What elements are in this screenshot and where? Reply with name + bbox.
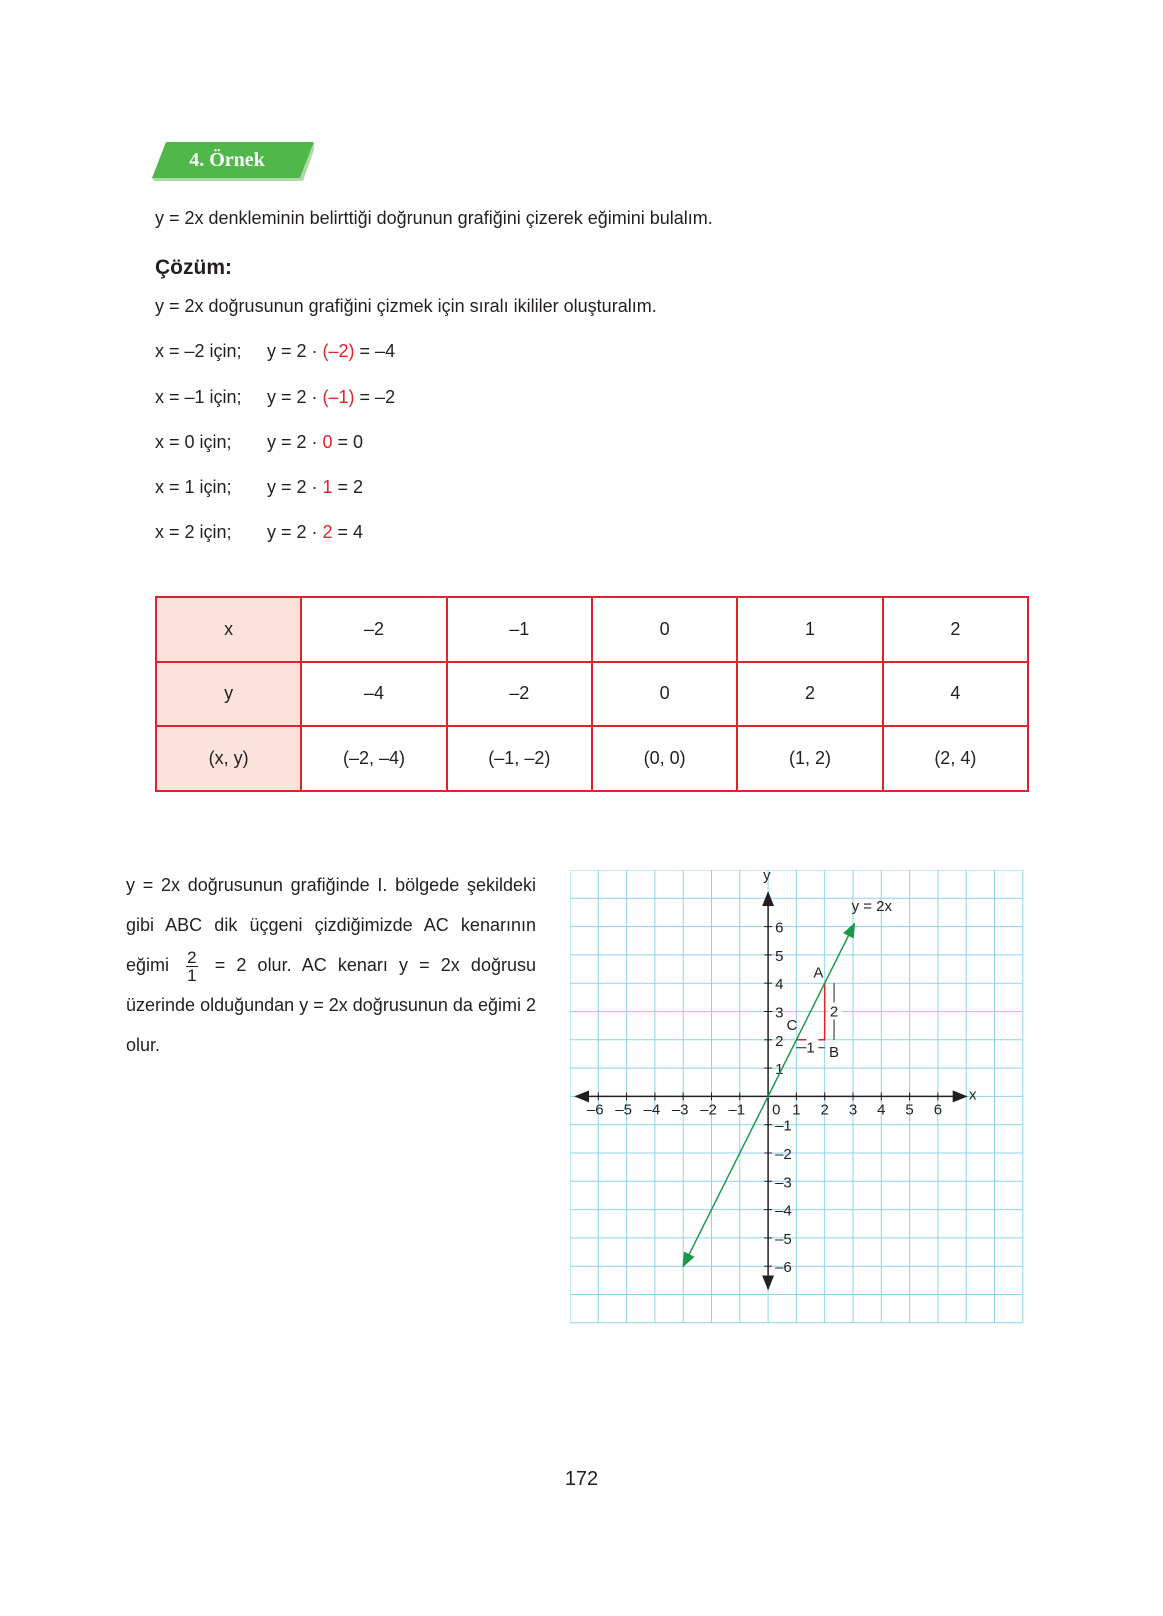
calc-value: (–1) bbox=[322, 387, 355, 407]
calc-pre: y = 2 · bbox=[267, 341, 323, 361]
calc-line bbox=[155, 386, 395, 408]
calc-value: (–2) bbox=[322, 341, 355, 361]
x-tick-label: 6 bbox=[933, 1101, 943, 1119]
table-cell: (1, 2) bbox=[737, 726, 882, 791]
y-axis-label: y bbox=[763, 870, 771, 885]
calc-line bbox=[155, 431, 363, 453]
table-cell: –2 bbox=[301, 597, 446, 662]
explanation-paragraph bbox=[126, 865, 536, 1065]
y-tick-label: 2 bbox=[775, 1032, 784, 1050]
problem-text: y = 2x denkleminin belirttiği doğrunun grafiğini çizerek eğimini bulalım. bbox=[155, 208, 713, 228]
y-tick-label: –2 bbox=[775, 1146, 792, 1163]
x-axis-label: x bbox=[969, 1086, 977, 1104]
y-tick-label: –6 bbox=[775, 1259, 792, 1277]
calc-pre: y = 2 · bbox=[267, 387, 323, 407]
calc-value: 2 bbox=[322, 522, 333, 542]
x-tick-label: 4 bbox=[877, 1101, 886, 1119]
x-tick-label: 3 bbox=[848, 1101, 858, 1119]
table-cell: 2 bbox=[737, 662, 882, 727]
x-tick-label: –6 bbox=[586, 1101, 604, 1119]
calc-label: x = 2 için; bbox=[155, 522, 232, 542]
y-tick-label: 1 bbox=[775, 1061, 784, 1079]
value-table bbox=[155, 596, 1029, 792]
calc-post: = 2 bbox=[332, 477, 364, 497]
table-row bbox=[156, 662, 1028, 727]
coordinate-graph bbox=[570, 870, 1030, 1330]
explanation-part2: = 2 olur. AC kenarı y = 2x doğrusu üzerinde olduğundan y = 2x doğrusunun da eğimi 2 olur. bbox=[126, 955, 536, 1055]
calc-label: x = –1 için; bbox=[155, 387, 242, 407]
table-cell: (0, 0) bbox=[592, 726, 737, 791]
calc-post: = 4 bbox=[332, 522, 364, 542]
calc-label: x = –2 için; bbox=[155, 341, 242, 361]
point-c-label: C bbox=[786, 1016, 798, 1034]
table-row bbox=[156, 597, 1028, 662]
calc-post: = –4 bbox=[354, 341, 396, 361]
table-cell: (–2, –4) bbox=[301, 726, 446, 791]
table-header-cell: (x, y) bbox=[156, 726, 301, 791]
y-tick-label: 4 bbox=[775, 976, 784, 994]
table-cell: (–1, –2) bbox=[447, 726, 592, 791]
y-tick-label: –3 bbox=[775, 1174, 792, 1192]
fraction-denominator: 1 bbox=[187, 965, 197, 985]
x-tick-label: 2 bbox=[820, 1101, 829, 1119]
solution-heading: Çözüm: bbox=[155, 256, 232, 279]
calc-post: = 0 bbox=[332, 432, 364, 452]
table-cell: –2 bbox=[447, 662, 592, 727]
point-b-label: B bbox=[828, 1043, 839, 1061]
y-tick-label: 6 bbox=[775, 919, 784, 937]
x-tick-label: –5 bbox=[615, 1101, 632, 1119]
x-tick-label: –1 bbox=[728, 1101, 746, 1119]
x-tick-label: 5 bbox=[905, 1101, 914, 1119]
calc-pre: y = 2 · bbox=[267, 477, 323, 497]
point-a-label: A bbox=[813, 964, 824, 982]
y-tick-label: –5 bbox=[775, 1230, 792, 1248]
y-tick-label: 3 bbox=[775, 1004, 784, 1022]
run-label: 1 bbox=[806, 1039, 815, 1057]
calc-value: 0 bbox=[322, 432, 333, 452]
page-number: 172 bbox=[564, 1468, 599, 1490]
calc-post: = –2 bbox=[354, 387, 396, 407]
explanation-part1: y = 2x doğrusunun grafiğinde I. bölgede şekildeki gibi ABC dik üçgeni çizdiğimizde AC kenarının eğimi bbox=[126, 875, 536, 975]
x-tick-label: –4 bbox=[643, 1101, 661, 1119]
example-badge bbox=[152, 142, 314, 178]
table-cell: 1 bbox=[737, 597, 882, 662]
x-tick-label: –2 bbox=[700, 1101, 717, 1119]
calc-pre: y = 2 · bbox=[267, 432, 323, 452]
calc-line bbox=[155, 476, 363, 498]
table-cell: 2 bbox=[883, 597, 1028, 662]
table-row bbox=[156, 726, 1028, 791]
y-tick-label: 5 bbox=[775, 947, 784, 965]
x-tick-label: –3 bbox=[671, 1101, 689, 1119]
slope-fraction bbox=[186, 949, 197, 984]
calc-line bbox=[155, 340, 395, 362]
origin-label: 0 bbox=[772, 1101, 781, 1119]
solution-intro: y = 2x doğrusunun grafiğini çizmek için sıralı ikililer oluşturalım. bbox=[155, 296, 657, 316]
table-cell: –1 bbox=[447, 597, 592, 662]
table-header-cell: x bbox=[156, 597, 301, 662]
calc-value: 1 bbox=[322, 477, 333, 497]
table-header-cell: y bbox=[156, 662, 301, 727]
calc-label: x = 1 için; bbox=[155, 477, 232, 497]
table-cell: –4 bbox=[301, 662, 446, 727]
x-tick-label: 1 bbox=[792, 1101, 801, 1119]
line-label: y = 2x bbox=[851, 898, 893, 916]
calc-label: x = 0 için; bbox=[155, 432, 232, 452]
table-cell: (2, 4) bbox=[883, 726, 1028, 791]
y-tick-label: –4 bbox=[775, 1202, 792, 1220]
fraction-numerator: 2 bbox=[187, 947, 197, 967]
rise-label: 2 bbox=[829, 1003, 839, 1021]
calc-line bbox=[155, 521, 363, 543]
table-cell: 4 bbox=[883, 662, 1028, 727]
y-tick-label: –1 bbox=[775, 1117, 792, 1135]
table-cell: 0 bbox=[592, 662, 737, 727]
calc-pre: y = 2 · bbox=[267, 522, 323, 542]
table-cell: 0 bbox=[592, 597, 737, 662]
example-badge-label: 4. Örnek bbox=[189, 149, 265, 171]
